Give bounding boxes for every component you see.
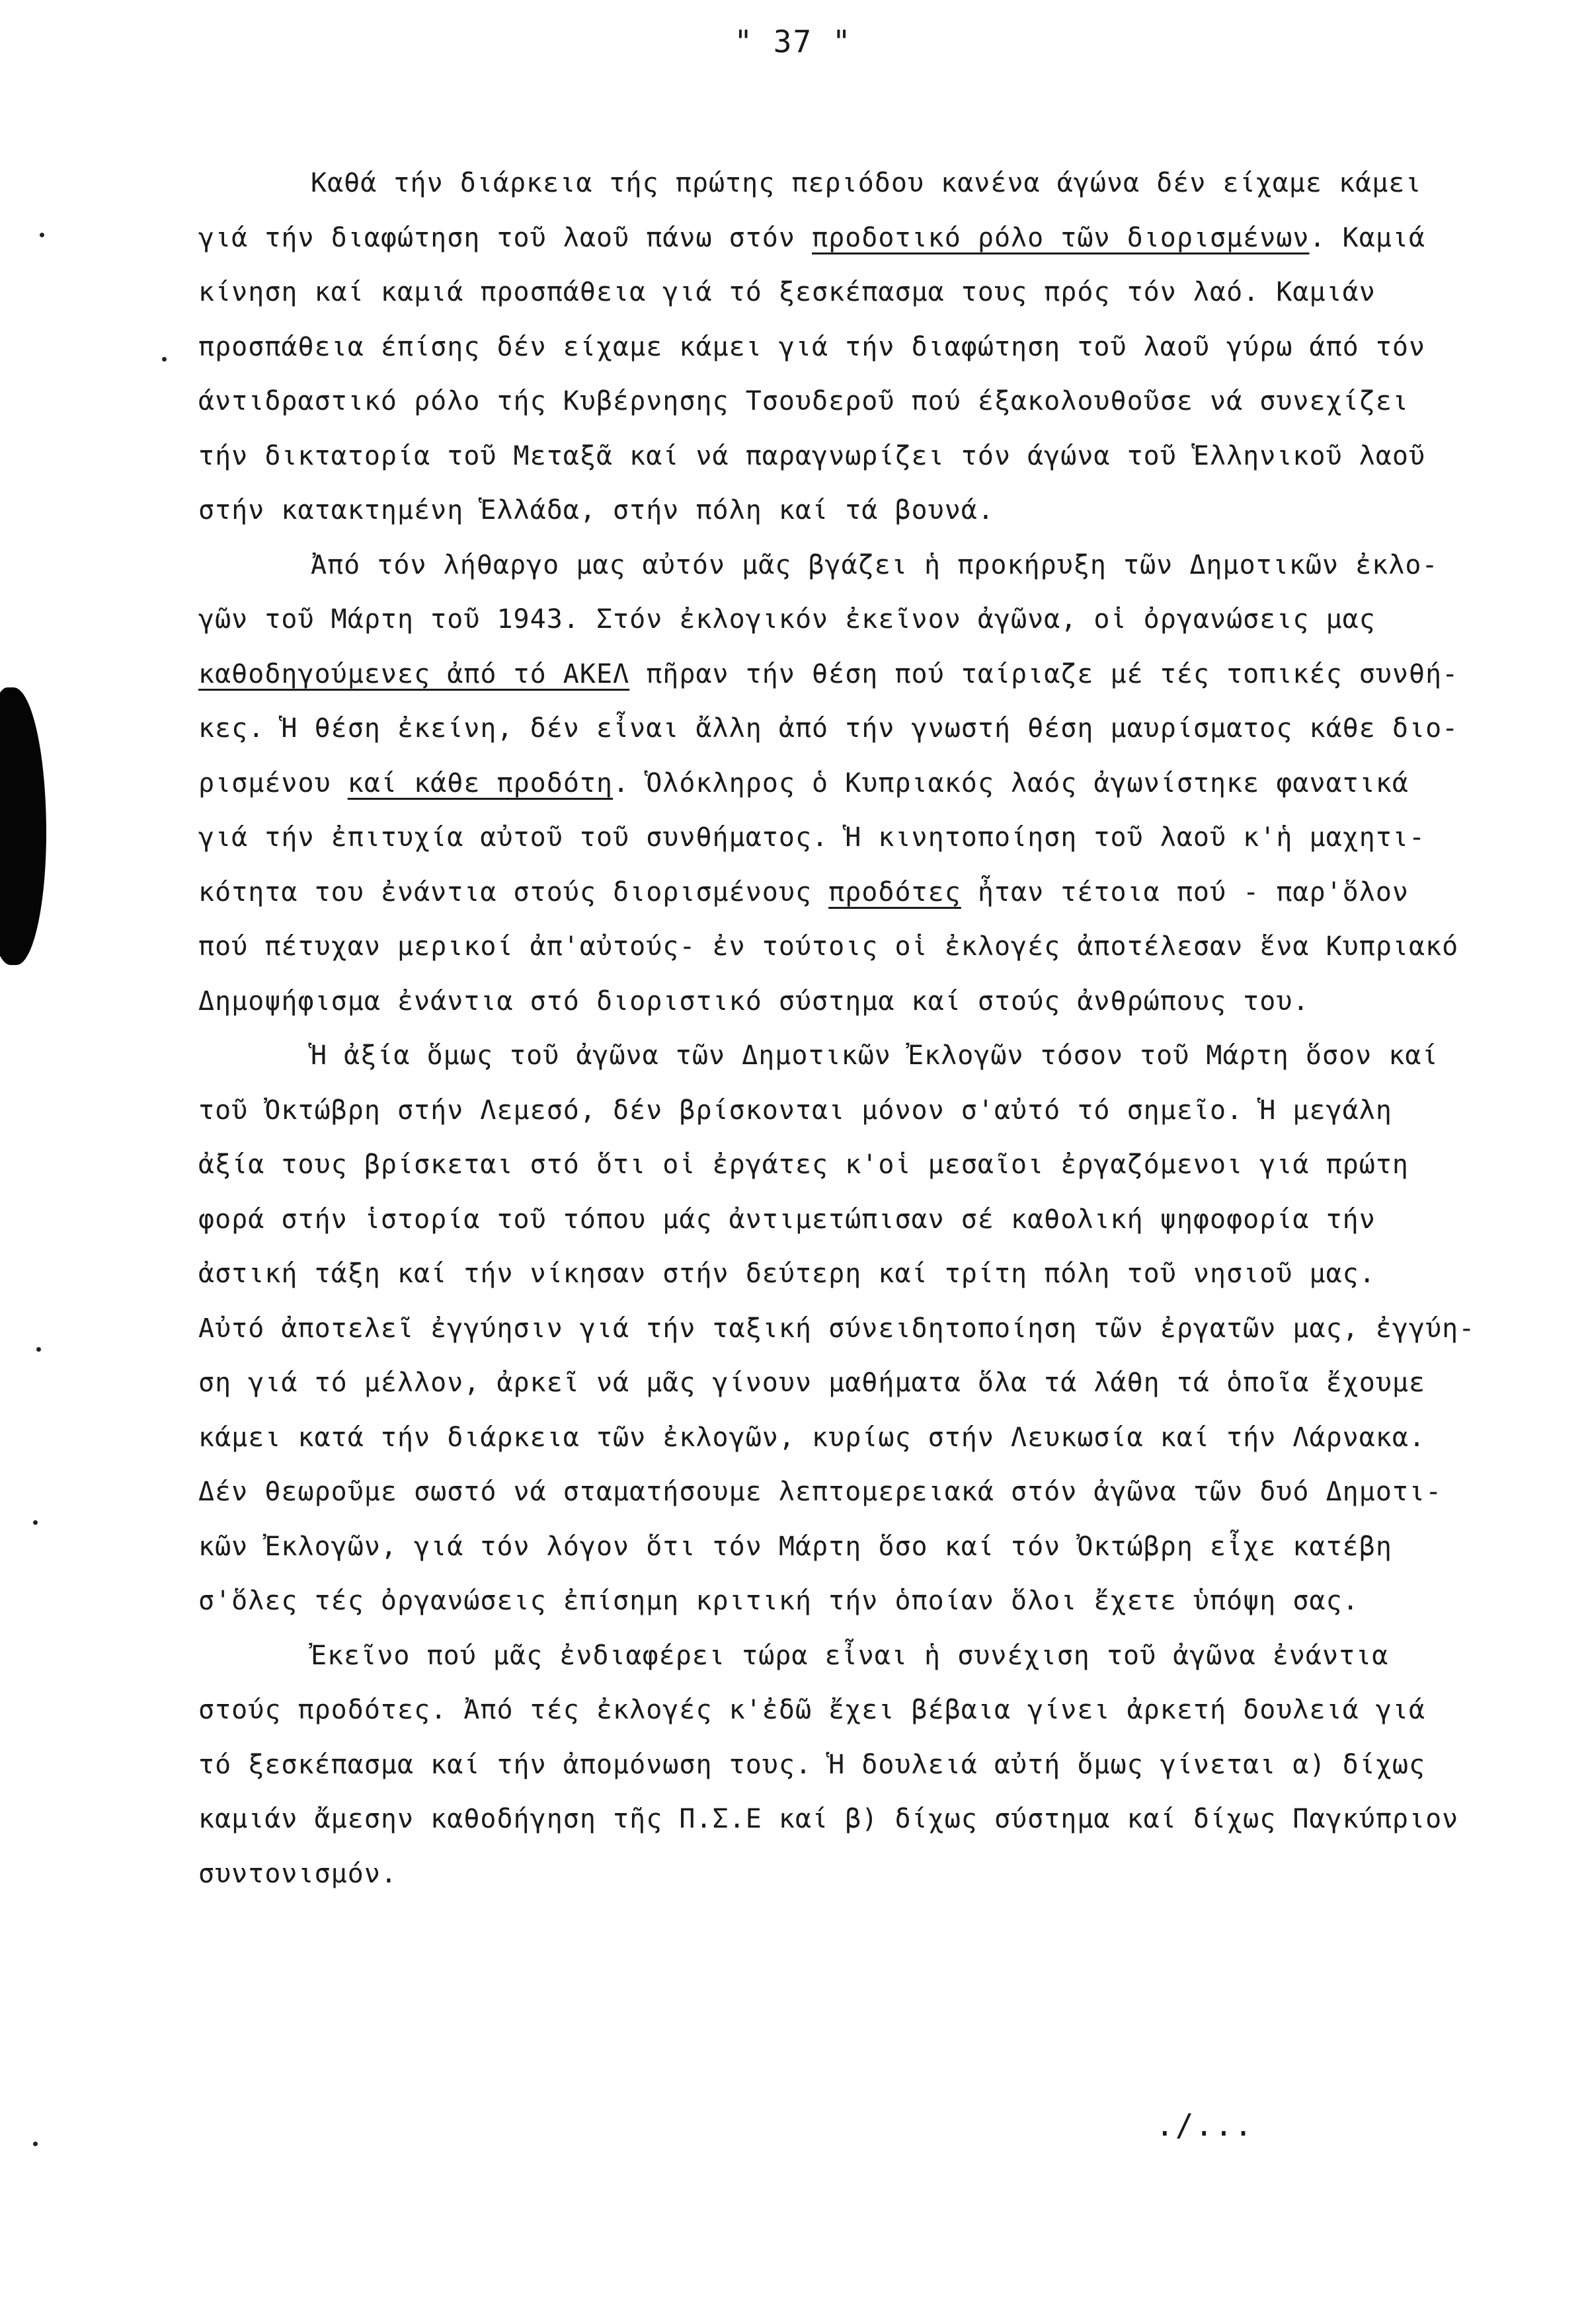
- text-line: άντιδραστικό ρόλο τής Κυβέρνησης Τσουδεροῦ πού έξακολουθοῦσε νά συνεχίζει: [198, 386, 1409, 416]
- text-line: Αὐτό ἀποτελεῖ ἐγγύησιν γιά τήν ταξική σύνειδητοποίηση τῶν ἐργατῶν μας, ἐγγύη-: [198, 1313, 1476, 1344]
- margin-dot: [36, 1347, 41, 1352]
- text-line: ση γιά τό μέλλον, ἀρκεῖ νά μᾶς γίνουν μαθήματα ὅλα τά λάθη τά ὁποῖα ἔχουμε: [198, 1368, 1426, 1398]
- text-line: Δημοψήφισμα ἐνάντια στό διοριστικό σύστημα καί στούς ἀνθρώπους του.: [198, 986, 1310, 1017]
- text-line: φορά στήν ἱστορία τοῦ τόπου μάς ἀντιμετώπισαν σέ καθολική ψηφοφορία τήν: [198, 1204, 1376, 1235]
- text-line: Ἐκεῖνο πού μᾶς ἐνδιαφέρει τώρα εἶναι ἡ συνέχιση τοῦ ἀγῶνα ἐνάντια: [311, 1640, 1389, 1671]
- underlined-phrase: καθοδηγούμενες ἀπό τό ΑΚΕΛ: [198, 658, 630, 689]
- text-span: . Καμιά: [1309, 222, 1426, 253]
- text-line: [198, 647, 1554, 702]
- text-line: πού πέτυχαν μερικοί ἀπ'αὐτούς- ἐν τούτοις οἱ ἐκλογές ἀποτέλεσαν ἕνα Κυπριακό: [198, 931, 1459, 962]
- text-span: ρισμένου: [198, 767, 348, 798]
- text-line: Δέν θεωροῦμε σωστό νά σταματήσουμε λεπτομερειακά στόν ἀγῶνα τῶν δυό Δημοτι-: [198, 1477, 1443, 1507]
- text-line: στήν κατακτημένη Ἑλλάδα, στήν πόλη καί τά βουνά.: [198, 495, 994, 525]
- text-line: κάμει κατά τήν διάρκεια τῶν ἐκλογῶν, κυρίως στήν Λευκωσία καί τήν Λάρνακα.: [198, 1422, 1426, 1453]
- text-line: κίνηση καί καμιά προσπάθεια γιά τό ξεσκέπασμα τους πρός τόν λαό. Καμιάν: [198, 277, 1376, 307]
- text-span: κότητα του ἐνάντια στούς διορισμένους: [198, 876, 829, 908]
- text-span: γιά τήν διαφώτηση τοῦ λαοῦ πάνω στόν: [198, 222, 813, 253]
- margin-dot: [162, 357, 167, 362]
- text-span: ἦταν τέτοια πού - παρ'ὅλον: [961, 876, 1409, 908]
- text-line: γῶν τοῦ Μάρτη τοῦ 1943. Στόν ἐκλογικόν ἐκεῖνον ἀγῶνα, οἱ ὀργανώσεις μας: [198, 604, 1376, 635]
- text-line: ἀστική τάξη καί τήν νίκησαν στήν δεύτερη καί τρίτη πόλη τοῦ νησιοῦ μας.: [198, 1259, 1376, 1289]
- text-line: τήν δικτατορία τοῦ Μεταξᾶ καί νά παραγνωρίζει τόν άγώνα τοῦ Ἑλληνικοῦ λαοῦ: [198, 440, 1426, 471]
- text-line: Καθά τήν διάρκεια τής πρώτης περιόδου κανένα άγώνα δέν είχαμε κάμει: [311, 168, 1422, 198]
- underlined-phrase: προδότες: [828, 876, 961, 908]
- text-line: σ'ὅλες τές ὀργανώσεις ἐπίσημη κριτική τήν ὁποίαν ὅλοι ἔχετε ὑπόψη σας.: [198, 1586, 1359, 1616]
- text-span: . Ὁλόκληρος ὁ Κυπριακός λαός ἀγωνίστηκε φανατικά: [613, 767, 1409, 798]
- underlined-phrase: προδοτικό ρόλο τῶν διορισμένων: [812, 222, 1310, 253]
- text-line: [198, 211, 1554, 266]
- text-line: Ἀπό τόν λήθαργο μας αὐτόν μᾶς βγάζει ἡ προκήρυξη τῶν Δημοτικῶν ἐκλο-: [311, 549, 1439, 580]
- page-number: " 37 ": [734, 24, 852, 59]
- text-line: κες. Ἡ θέση ἐκείνη, δέν εἶναι ἄλλη ἀπό τήν γνωστή θέση μαυρίσματος κάθε διο-: [198, 713, 1459, 744]
- continuation-mark: ./...: [1156, 2107, 1254, 2143]
- margin-dot: [33, 1520, 38, 1525]
- text-line: συντονισμόν.: [198, 1858, 397, 1889]
- ink-blot: [0, 687, 46, 965]
- text-line: τό ξεσκέπασμα καί τήν ἀπομόνωση τους. Ἡ δουλειά αὐτή ὅμως γίνεται α) δίχως: [198, 1749, 1426, 1780]
- margin-dot: [33, 2142, 38, 2146]
- text-span: πῆραν τήν θέση πού ταίριαζε μέ τές τοπικές συνθή-: [629, 658, 1459, 689]
- text-line: Ἡ ἀξία ὅμως τοῦ ἀγῶνα τῶν Δημοτικῶν Ἐκλογῶν τόσον τοῦ Μάρτη ὅσον καί: [311, 1040, 1439, 1071]
- text-line: τοῦ Ὀκτώβρη στήν Λεμεσό, δέν βρίσκονται μόνον σ'αὐτό τό σημεῖο. Ἡ μεγάλη: [198, 1095, 1392, 1126]
- text-line: γιά τήν ἐπιτυχία αὐτοῦ τοῦ συνθήματος. Ἡ κινητοποίηση τοῦ λαοῦ κ'ἡ μαχητι-: [198, 822, 1426, 853]
- text-line: προσπάθεια έπίσης δέν είχαμε κάμει γιά τήν διαφώτηση τοῦ λαοῦ γύρω άπό τόν: [198, 331, 1426, 362]
- text-line: [198, 756, 1554, 811]
- body-text: [198, 156, 1554, 1901]
- margin-dot: [40, 233, 44, 237]
- text-line: κῶν Ἐκλογῶν, γιά τόν λόγον ὅτι τόν Μάρτη ὅσο καί τόν Ὀκτώβρη εἶχε κατέβη: [198, 1531, 1392, 1562]
- text-line: καμιάν ἄμεσην καθοδήγηση τῆς Π.Σ.Ε καί β) δίχως σύστημα καί δίχως Παγκύπριον: [198, 1804, 1459, 1834]
- underlined-phrase: καί κάθε προδότη: [347, 767, 614, 798]
- text-line: [198, 865, 1554, 920]
- text-line: στούς προδότες. Ἀπό τές ἐκλογές κ'ἐδῶ ἔχει βέβαια γίνει ἀρκετή δουλειά γιά: [198, 1695, 1426, 1725]
- text-line: ἀξία τους βρίσκεται στό ὅτι οἱ ἐργάτες κ'οἱ μεσαῖοι ἐργαζόμενοι γιά πρώτη: [198, 1149, 1409, 1180]
